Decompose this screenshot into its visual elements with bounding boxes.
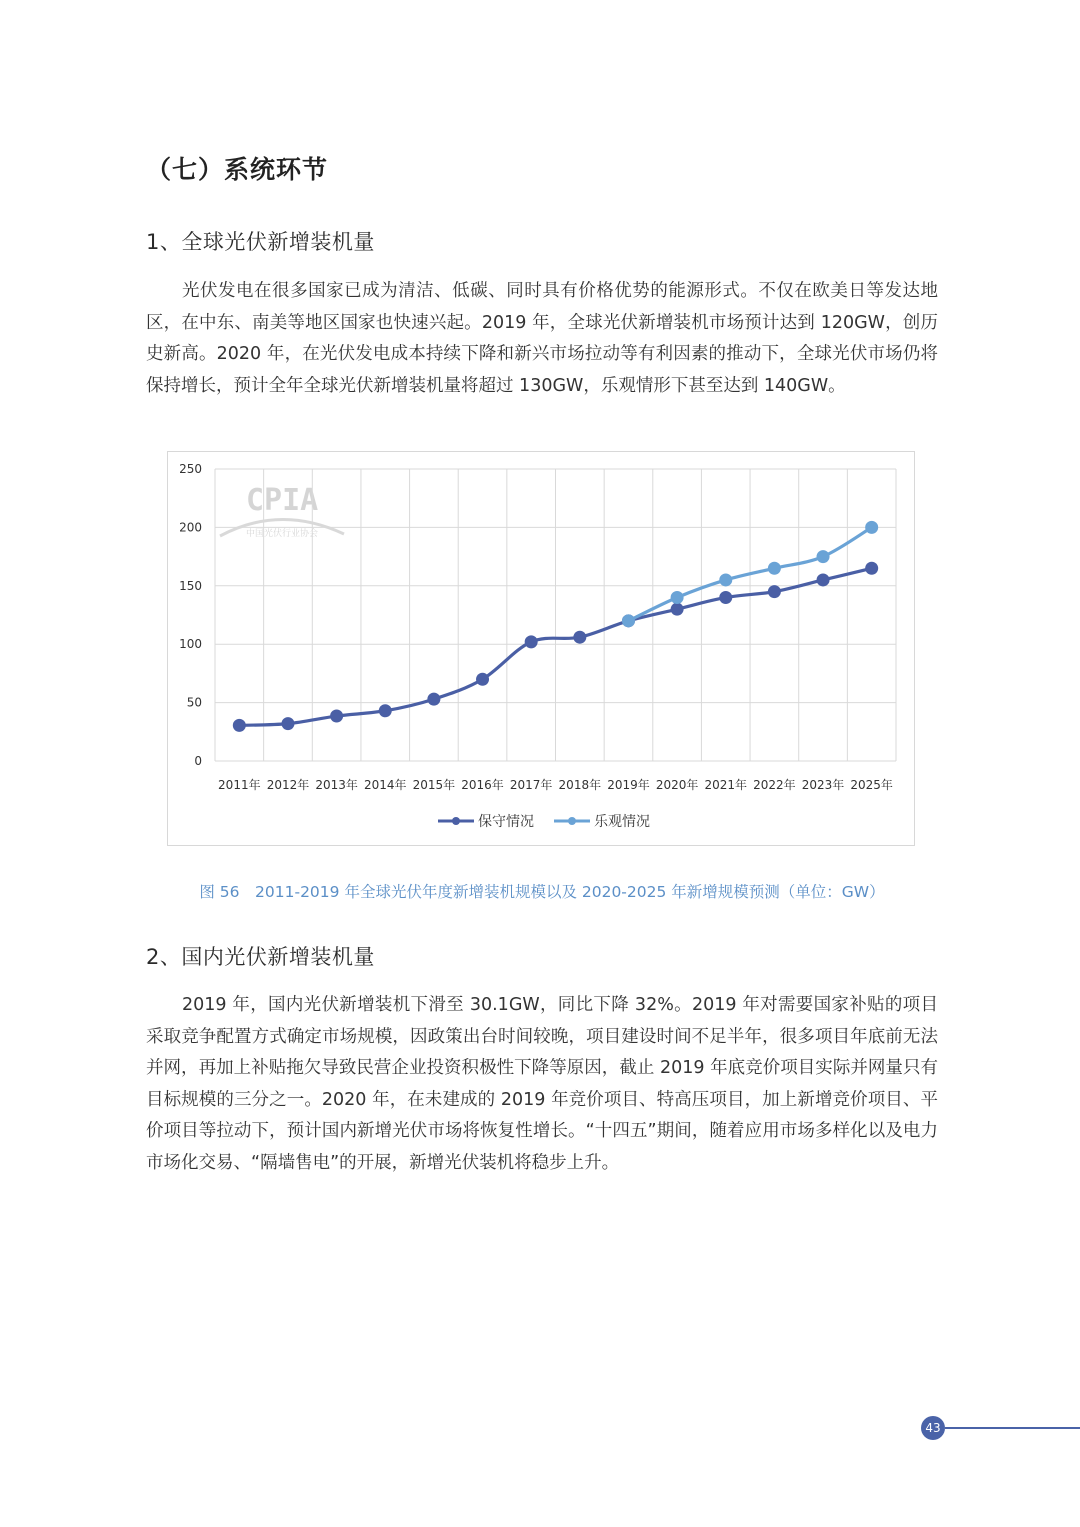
x-tick-label: 2023年 [801,778,845,792]
x-tick-label: 2016年 [461,778,504,792]
series-1-point [768,562,781,575]
series-0-point [330,710,343,723]
legend-swatch-marker [568,817,576,825]
series-1-point [719,573,732,586]
x-tick-label: 2025年 [850,778,893,792]
section-title: （七）系统环节 [146,155,329,184]
series-0-point [817,573,830,586]
figure-caption: 图 56 2011-2019 年全球光伏年度新增装机规模以及 2020-2025 年新增规模预测（单位：GW） [199,883,885,901]
y-tick-label: 250 [179,462,202,476]
y-tick-label: 0 [194,754,202,768]
series-0-point [379,704,392,717]
x-tick-label: 2020年 [655,778,699,792]
subsection-title-domestic: 2、国内光伏新增装机量 [146,945,375,969]
x-tick-label: 2019年 [607,778,650,792]
series-0-point [281,717,294,730]
chart-container [167,451,915,846]
legend-swatch-marker [452,817,460,825]
subsection-title-global: 1、全球光伏新增装机量 [146,230,375,254]
page-number-badge: 43 [921,1416,945,1440]
paragraph-global: 光伏发电在很多国家已成为清洁、低碳、同时具有价格优势的能源形式。不仅在欧美日等发达地区，在中东、南美等地区国家也快速兴起。2019 年，全球光伏新增装机市场预计达到 120GW，创历史新高。2020 年，在光伏发电成本持续下降和新兴市场拉动等有利因素的推动下，全球光伏市场仍将保持增长，预计全年全球光伏新增装机量将超过 130GW，乐观情形下甚至达到 140GW。 [146,281,938,396]
legend-label: 乐观情况 [594,814,650,830]
series-1-point [671,591,684,604]
y-tick-label: 100 [179,637,202,652]
series-0-point [573,631,586,644]
y-tick-label: 50 [186,695,202,710]
x-tick-label: 2012年 [266,778,310,792]
x-tick-label: 2018年 [558,778,602,792]
line-chart [168,452,914,845]
paragraph-domestic: 2019 年，国内光伏新增装机下滑至 30.1GW，同比下降 32%。2019 年对需要国家补贴的项目采取竞争配置方式确定市场规模，因政策出台时间较晚，项目建设时间不足半年，很多项目年底前无法并网，再加上补贴拖欠导致民营企业投资积极性下降等原因，截止 2019 年底竞价项目实际并网量只有目标规模的三分之一。2020 年，在未建成的 2019 年竞价项目、特高压项目，加上新增竞价项目、平价项目等拉动下，预计国内新增光伏市场将恢复性增长。“十四五”期间，随着应用市场多样化以及电力市场化交易、“隔墙售电”的开展，新增光伏装机将稳步上升。 [146,995,938,1173]
x-tick-label: 2015年 [412,778,456,792]
page-footer-line [945,1427,1080,1429]
series-1-point [622,614,635,627]
series-1-point [865,521,878,534]
series-0-point [476,673,489,686]
x-tick-label: 2017年 [509,778,553,792]
series-0-point [865,562,878,575]
series-0-point [719,591,732,604]
series-0-point [427,693,440,706]
series-1-point [817,550,830,563]
legend-label: 保守情况 [478,814,534,830]
series-0-point [768,585,781,598]
cpia-watermark [220,483,344,539]
x-tick-label: 2013年 [315,778,358,792]
watermark-logo-text: CPIA [246,483,319,518]
watermark-org-name: 中国光伏行业协会 [246,529,319,539]
series-0-point [671,603,684,616]
x-tick-label: 2021年 [704,778,748,792]
y-tick-label: 200 [179,520,202,535]
x-tick-label: 2014年 [363,778,407,792]
x-tick-label: 2022年 [753,778,796,792]
series-0-point [525,635,538,648]
x-tick-label: 2011年 [218,778,261,792]
y-tick-label: 150 [179,578,202,593]
series-0-point [233,719,246,732]
